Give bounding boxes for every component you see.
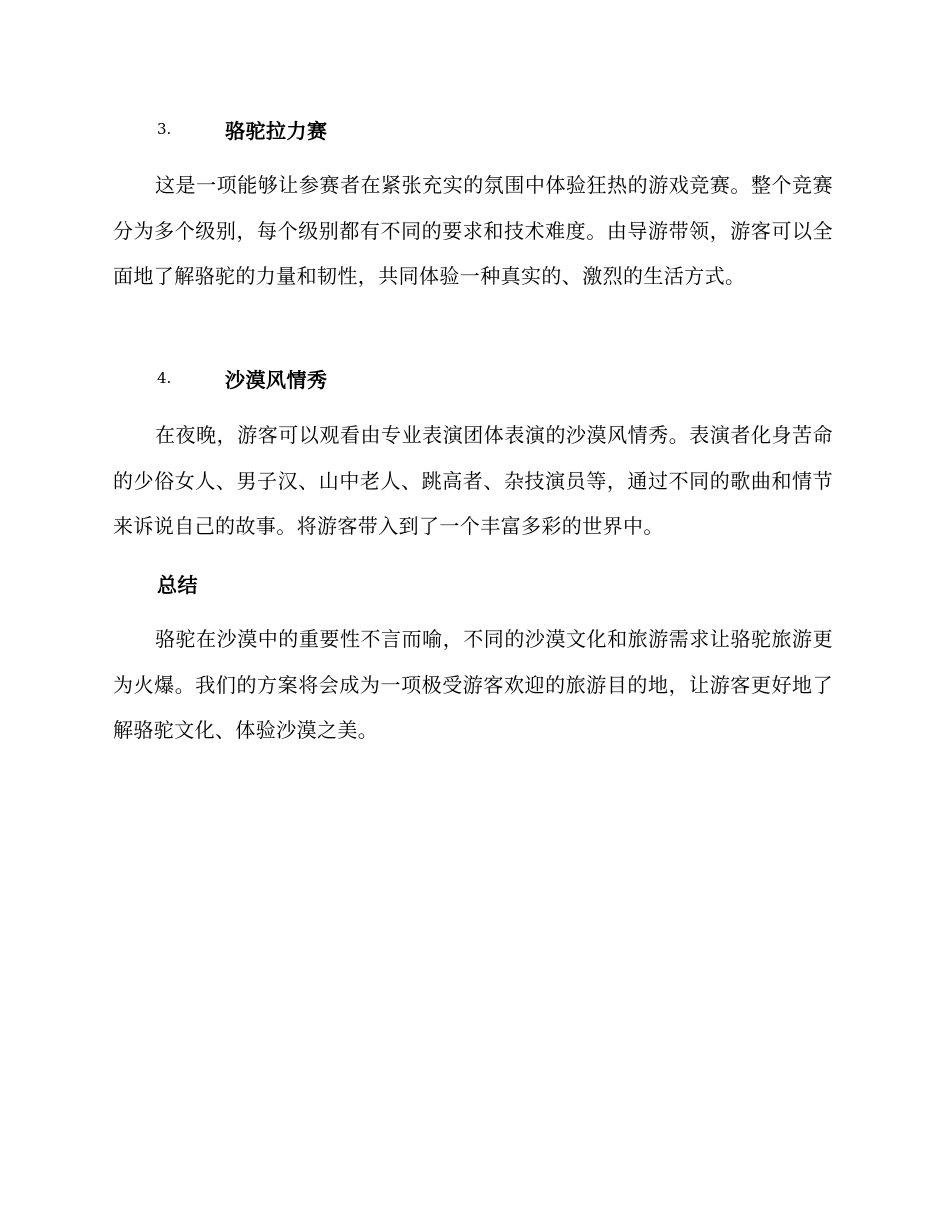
section-number: 4. xyxy=(157,369,172,387)
summary-heading xyxy=(157,568,198,598)
section-heading-4 xyxy=(157,363,328,393)
section-paragraph-3: 这是一项能够让参赛者在紧张充实的氛围中体验狂热的游戏竞赛。整个竞赛分为多个级别，每个级别都有不同的要求和技术难度。由导游带领，游客可以全面地了解骆驼的力量和韧性，共同体验一种真实的、激烈的生活方式。 xyxy=(113,173,833,288)
summary-paragraph: 骆驼在沙漠中的重要性不言而喻，不同的沙漠文化和旅游需求让骆驼旅游更为火爆。我们的方案将会成为一项极受游客欢迎的旅游目的地，让游客更好地了解骆驼文化、体验沙漠之美。 xyxy=(113,627,833,742)
section-title: 沙漠风情秀 xyxy=(225,367,328,392)
section-heading-3 xyxy=(157,114,328,144)
section-paragraph-4: 在夜晚，游客可以观看由专业表演团体表演的沙漠风情秀。表演者化身苦命的少俗女人、男子汉、山中老人、跳高者、杂技演员等，通过不同的歌曲和情节来诉说自己的故事。将游客带入到了一个丰富多彩的世界中。 xyxy=(113,423,833,538)
section-number: 3. xyxy=(157,120,172,138)
section-title: 骆驼拉力赛 xyxy=(225,118,328,143)
summary-title: 总结 xyxy=(157,572,198,597)
